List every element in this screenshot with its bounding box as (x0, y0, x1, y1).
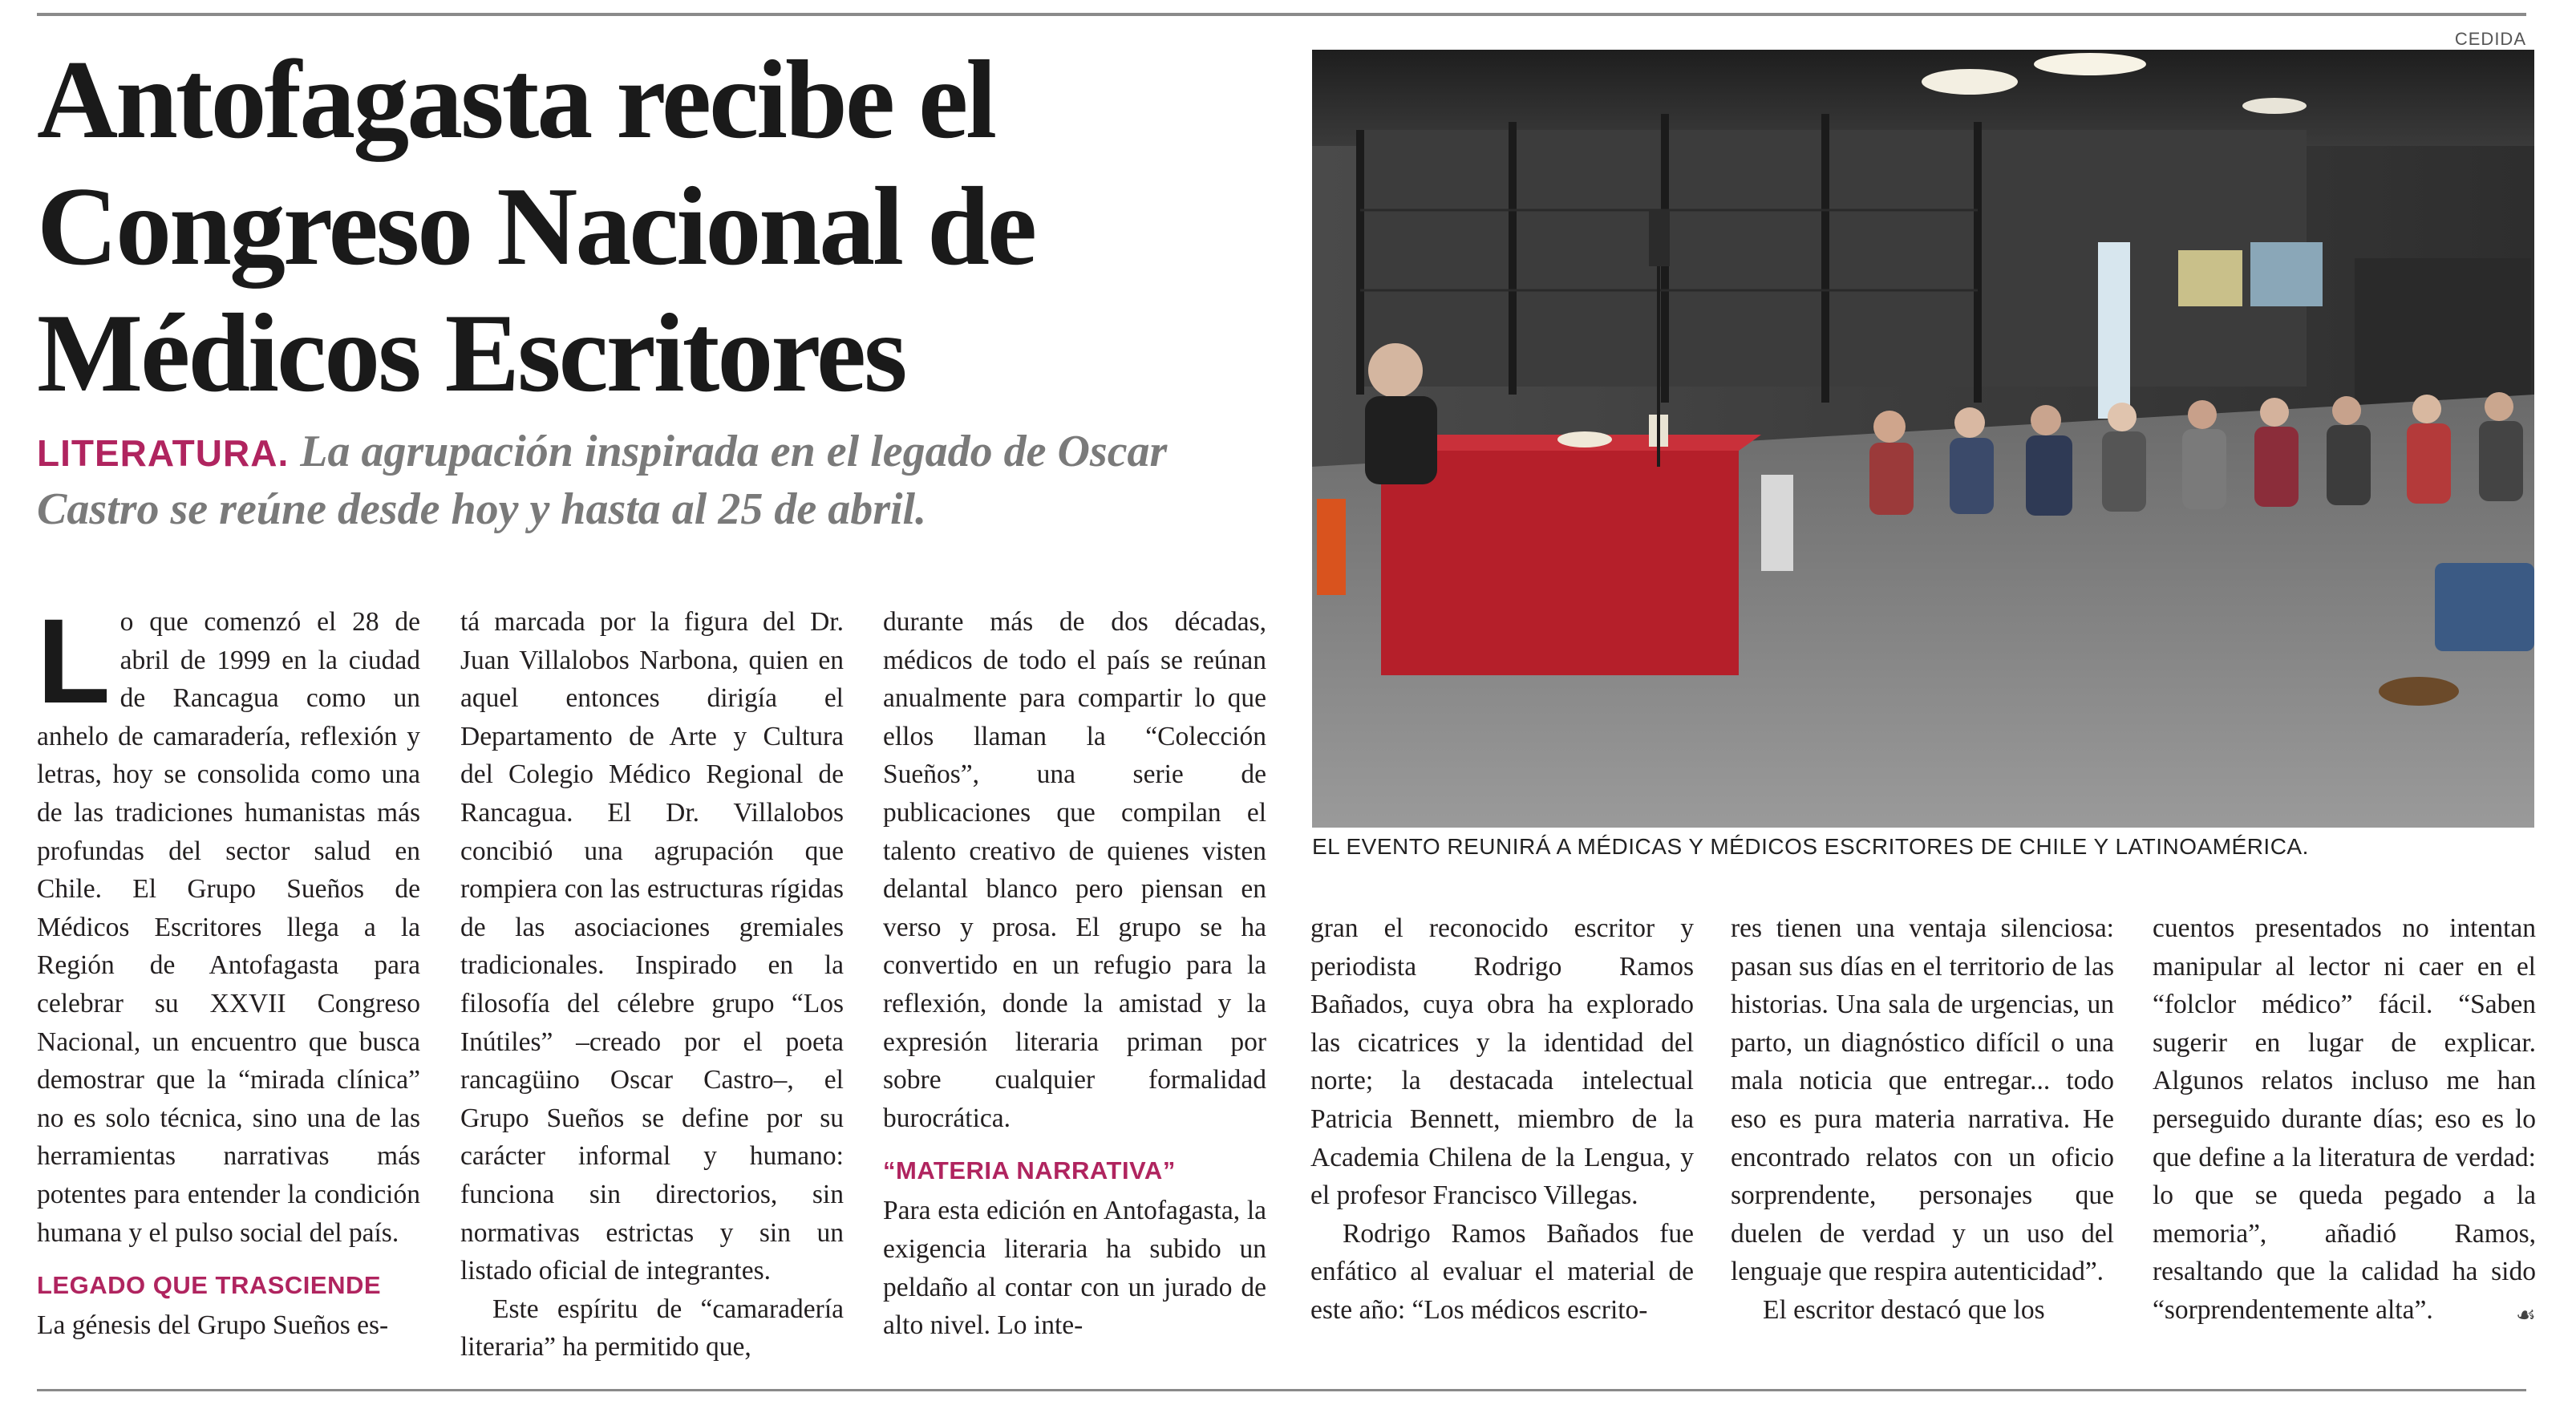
end-of-article-icon: ☙ (2515, 1301, 2536, 1328)
photo-caption: EL EVENTO REUNIRÁ A MÉDICAS Y MÉDICOS ESCRITORES DE CHILE Y LATINOAMÉRICA. (1312, 834, 2309, 859)
headline (37, 37, 1272, 417)
lead-paragraph (37, 423, 1288, 537)
photo-credit: CEDIDA (2454, 29, 2526, 49)
event-photo-illustration (1312, 50, 2534, 828)
headline-line-3: Médicos Escritores (37, 291, 905, 415)
article-column-6 (2153, 909, 2536, 1334)
subhead-legado: LEGADO QUE TRASCIENDE (37, 1271, 382, 1300)
drop-cap: L (37, 593, 111, 728)
paragraph-col6-1 (2153, 909, 2536, 1330)
paragraph-col5-1: res tienen una ventaja silenciosa: pasan sus días en el territorio de las historias. Una sala de urgencias, un parto, un diagnóstico difícil o una mala noticia que entregar... todo eso es pura materia narrativa. He encontrado relatos con un oficio sorprendente, personajes que duelen de verdad y un uso del lenguaje que respira autenticidad”. (1731, 913, 2114, 1287)
paragraph-intro-text: o que comenzó el 28 de abril de 1999 en la ciudad de Rancagua como un anhelo de camaradería, reflexión y letras, hoy se consolida como una de las tradiciones humanistas más profundas del sector salud en Chile. El Grupo Sueños de Médicos Escritores llega a la Región de Antofagasta para celebrar su XXVII Congreso Nacional, un encuentro que busca demostrar que la “mirada clínica” no es solo técnica, sino una de las herramientas narrativas más potentes para entender la condición humana y el pulso social del país. (37, 607, 420, 1248)
paragraph-col2-2: Este espíritu de “camaradería literaria” ha permitido que, (460, 1294, 844, 1362)
paragraph-col2-1: tá marcada por la figura del Dr. Juan Villalobos Narbona, quien en aquel entonces dirigía el Departamento de Arte y Cultura del Colegio Médico Regional de Rancagua. El Dr. Villalobos concibió una agrupación que rompiera con las estructuras rígidas de las asociaciones gremiales tradicionales. Inspirado en la filosofía del célebre grupo “Los Inútiles” –creado por el poeta rancagüino Oscar Castro–, el Grupo Sueños se define por su carácter informal y humano: funciona sin directorios, sin normativas estrictas y sin un listado oficial de integrantes. (460, 607, 844, 1286)
headline-line-1: Antofagasta recibe el (37, 38, 995, 162)
paragraph-intro (37, 593, 420, 1252)
article-column-2 (460, 603, 844, 1367)
paragraph-col5-2: El escritor destacó que los (1763, 1294, 2045, 1325)
top-rule (37, 13, 2526, 16)
paragraph-col3-2: Para esta edición en Antofagasta, la exigencia literaria ha subido un peldaño al contar con un jurado de alto nivel. Lo inte- (883, 1196, 1266, 1341)
section-kicker: LITERATURA. (37, 432, 290, 474)
paragraph-col3-1: durante más de dos décadas, médicos de todo el país se reúnan anualmente para compartir lo que ellos llaman la “Colección Sueños”, una serie de publicaciones que compilan el talento creativo de quienes visten delantal blanco pero piensan en verso y prosa. El grupo se ha convertido en un refugio para la reflexión, donde la amistad y la expresión literaria priman por sobre cualquier formalidad burocrática. (883, 607, 1266, 1133)
paragraph-col6-text: cuentos presentados no intentan manipular al lector ni caer en el “folclor médico” fácil. “Saben sugerir en lugar de explicar. Algunos relatos incluso me han perseguido durante días; eso es lo que define a la literatura de verdad: lo que se queda pegado a la memoria”, añadió Ramos, resaltando que la calidad ha sido “sorprendentemente alta”. (2153, 913, 2536, 1325)
paragraph-col4-2: Rodrigo Ramos Bañados fue enfático al evaluar el material de este año: “Los médicos escrito- (1310, 1218, 1694, 1325)
article-column-1 (37, 593, 420, 1345)
event-photo (1312, 50, 2534, 828)
subhead-materia-narrativa: “MATERIA NARRATIVA” (883, 1156, 1176, 1185)
paragraph-col1-end: La génesis del Grupo Sueños es- (37, 1310, 389, 1341)
deck-text: La agrupación inspirada en el legado de Oscar Castro se reúne desde hoy y hasta al 25 de abril. (37, 427, 1168, 534)
article-column-4 (1310, 909, 1694, 1330)
bottom-rule (37, 1389, 2526, 1391)
paragraph-col4-1: gran el reconocido escritor y periodista Rodrigo Ramos Bañados, cuya obra ha explorado las cicatrices y la identidad del norte; la destacada intelectual Patricia Bennett, miembro de la Academia Chilena de la Lengua, y el profesor Francisco Villegas. (1310, 913, 1694, 1211)
article-column-3 (883, 603, 1266, 1345)
article-column-5 (1731, 909, 2114, 1330)
headline-line-2: Congreso Nacional de (37, 164, 1035, 289)
